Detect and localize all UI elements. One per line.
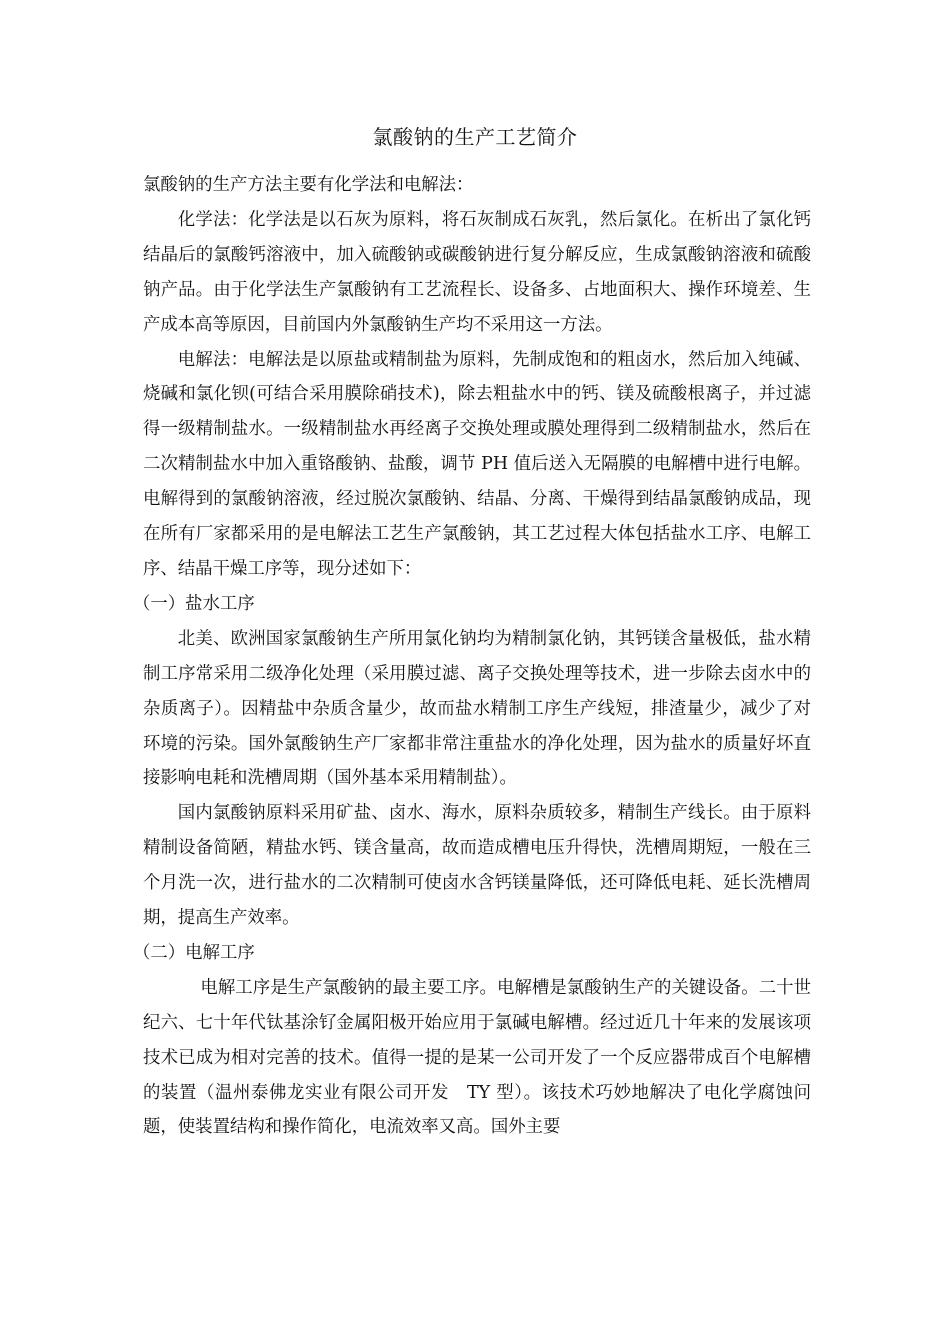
brine-foreign-paragraph: 北美、欧洲国家氯酸钠生产所用氯化钠均为精制氯化钠，其钙镁含量极低，盐水精制工序常采用二级净化处理（采用膜过滤、离子交换处理等技术，进一步除去卤水中的杂质离子）。因精盐中杂质含量少，故而盐水精制工序生产线短，排渣量少，减少了对环境的污染。国外氯酸钠生产厂家都非常注重盐水的净化处理，因为盐水的质量好坏直接影响电耗和洗槽周期（国外基本采用精制盐）。 xyxy=(143,628,811,789)
document-title: 氯酸钠的生产工艺简介 xyxy=(372,125,578,149)
section-heading-electrolysis: （二）电解工序 xyxy=(133,942,255,963)
intro-paragraph: 氯酸钠的生产方法主要有化学法和电解法： xyxy=(143,175,474,195)
chemical-method-paragraph: 化学法：化学法是以石灰为原料，将石灰制成石灰乳，然后氯化。在析出了氯化钙结晶后的氯酸钙溶液中，加入硫酸钠或碳酸钠进行复分解反应，生成氯酸钠溶液和硫酸钠产品。由于化学法生产氯酸钠有工艺流程长、设备多、占地面积大、操作环境差、生产成本高等原因，目前国内外氯酸钠生产均不采用这一方法。 xyxy=(143,209,811,335)
electrolysis-process-paragraph: 电解工序是生产氯酸钠的最主要工序。电解槽是氯酸钠生产的关键设备。二十世纪六、七十年代钛基涂钌金属阳极开始应用于氯碱电解槽。经过近几十年来的发展该项技术已成为相对完善的技术。值得一提的是某一公司开发了一个反应器带成百个电解槽的装置（温州泰佛龙实业有限公司开发 TY 型）。该技术巧妙地解决了电化学腐蚀问题，使装置结构和操作简化，电流效率又高。国外主要 xyxy=(143,977,811,1138)
section-heading-brine: （一）盐水工序 xyxy=(133,593,255,614)
brine-domestic-paragraph: 国内氯酸钠原料采用矿盐、卤水、海水，原料杂质较多，精制生产线长。由于原料精制设备简陋，精盐水钙、镁含量高，故而造成槽电压升得快，洗槽周期短，一般在三个月洗一次，进行盐水的二次精制可使卤水含钙镁量降低，还可降低电耗、延长洗槽周期，提高生产效率。 xyxy=(143,803,811,929)
document-body xyxy=(133,168,811,1145)
electrolysis-method-paragraph: 电解法：电解法是以原盐或精制盐为原料，先制成饱和的粗卤水，然后加入纯碱、烧碱和氯化钡(可结合采用膜除硝技术)，除去粗盐水中的钙、镁及硫酸根离子，并过滤得一级精制盐水。一级精制盐水再经离子交换处理或膜处理得到二级精制盐水，然后在二次精制盐水中加入重铬酸钠、盐酸，调节 PH 值后送入无隔膜的电解槽中进行电解。电解得到的氯酸钠溶液，经过脱次氯酸钠、结晶、分离、干燥得到结晶氯酸钠成品，现在所有厂家都采用的是电解法工艺生产氯酸钠，其工艺过程大体包括盐水工序、电解工序、结晶干燥工序等，现分述如下： xyxy=(143,349,811,579)
